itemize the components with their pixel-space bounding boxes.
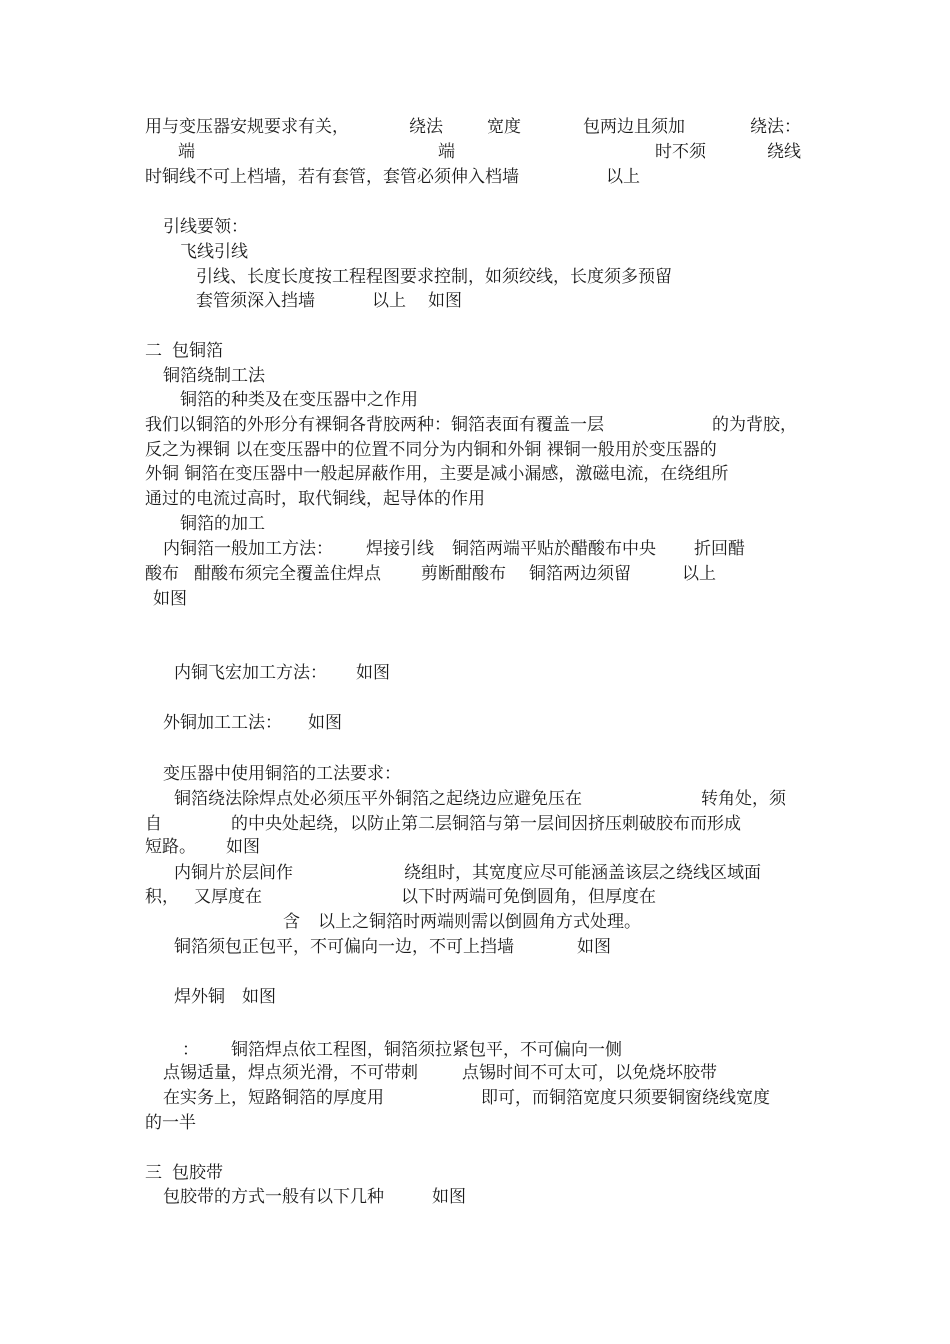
- text-line-24-seg-1: 短路。: [145, 837, 196, 857]
- text-line-15-seg-1: 铜箔的加工: [180, 514, 265, 534]
- text-line-1-seg-3: 宽度: [487, 117, 521, 137]
- text-line-1-seg-4: 包两边且须加: [583, 117, 685, 137]
- text-line-7-seg-1: 套管须深入挡墙: [196, 291, 315, 311]
- text-line-27-seg-1: 含: [283, 912, 300, 932]
- text-line-28-seg-2: 如图: [577, 937, 611, 957]
- text-line-17-seg-1: 酸布: [145, 564, 179, 584]
- text-line-20-seg-2: 如图: [308, 713, 342, 733]
- text-line-1-seg-1: 用与变压器安规要求有关，: [145, 117, 349, 137]
- text-line-5-seg-1: 飞线引线: [180, 242, 248, 262]
- text-line-21-seg-1: 变压器中使用铜箔的工法要求：: [163, 764, 401, 784]
- text-line-13-seg-1: 外铜 铜箔在变压器中一般起屏蔽作用，主要是减小漏感，激磁电流，在绕组所: [145, 464, 729, 484]
- text-line-30-seg-1: ：: [182, 1040, 199, 1060]
- text-line-14-seg-1: 通过的电流过高时，取代铜线，起导体的作用: [145, 489, 485, 509]
- text-line-32-seg-1: 在实务上，短路铜箔的厚度用: [163, 1088, 384, 1108]
- text-line-12-seg-1: 反之为裸铜 以在变压器中的位置不同分为内铜和外铜 裸铜一般用於变压器的: [145, 440, 717, 460]
- text-line-2-seg-4: 绕线: [767, 142, 801, 162]
- text-line-25-seg-1: 内铜片於层间作: [174, 863, 293, 883]
- text-line-2-seg-3: 时不须: [655, 142, 706, 162]
- text-line-16-seg-2: 焊接引线: [366, 539, 434, 559]
- text-line-20-seg-1: 外铜加工工法：: [163, 713, 282, 733]
- text-line-16-seg-1: 内铜箔一般加工方法：: [163, 539, 333, 559]
- text-line-1-seg-5: 绕法：: [750, 117, 801, 137]
- text-line-2-seg-2: 端: [438, 142, 455, 162]
- text-line-22-seg-2: 转角处，须: [701, 789, 786, 809]
- text-line-9-seg-1: 铜箔绕制工法: [163, 366, 265, 386]
- text-line-2-seg-1: 端: [178, 142, 195, 162]
- text-line-4-seg-1: 引线要领：: [163, 217, 248, 237]
- text-line-28-seg-1: 铜箔须包正包平，不可偏向一边，不可上挡墙: [174, 937, 514, 957]
- text-line-24-seg-2: 如图: [226, 837, 260, 857]
- text-line-35-seg-1: 包胶带的方式一般有以下几种: [163, 1187, 384, 1207]
- text-line-27-seg-2: 以上之铜箔时两端则需以倒圆角方式处理。: [318, 912, 641, 932]
- text-line-32-seg-2: 即可，而铜箔宽度只须要铜窗绕线宽度: [481, 1088, 770, 1108]
- text-line-26-seg-2: 又厚度在: [194, 887, 262, 907]
- text-line-26-seg-1: 积，: [145, 887, 179, 907]
- text-line-7-seg-2: 以上: [372, 291, 406, 311]
- text-line-10-seg-1: 铜箔的种类及在变压器中之作用: [180, 390, 418, 410]
- text-line-29-seg-1: 焊外铜: [174, 987, 225, 1007]
- text-line-7-seg-3: 如图: [428, 291, 462, 311]
- text-line-11-seg-1: 我们以铜箔的外形分有裸铜各背胶两种：铜箔表面有覆盖一层: [145, 415, 604, 435]
- text-line-22-seg-1: 铜箔绕法除焊点处必须压平外铜箔之起绕边应避免压在: [174, 789, 582, 809]
- text-line-16-seg-4: 折回醋: [694, 539, 745, 559]
- text-line-30-seg-2: 铜箔焊点依工程图，铜箔须拉紧包平，不可偏向一侧: [231, 1040, 622, 1060]
- text-line-3-seg-2: 以上: [606, 167, 640, 187]
- section-heading-three-number: 三: [145, 1163, 162, 1183]
- text-line-16-seg-3: 铜箔两端平贴於醋酸布中央: [452, 539, 656, 559]
- text-line-31-seg-1: 点锡适量，焊点须光滑，不可带刺: [163, 1063, 418, 1083]
- text-line-18-seg-1: 如图: [153, 589, 187, 609]
- text-line-11-seg-2: 的为背胶，: [712, 415, 797, 435]
- text-line-29-seg-2: 如图: [242, 987, 276, 1007]
- text-line-26-seg-3: 以下时两端可免倒圆角，但厚度在: [401, 887, 656, 907]
- text-line-25-seg-2: 绕组时，其宽度应尽可能涵盖该层之绕线区域面: [404, 863, 761, 883]
- text-line-3-seg-1: 时铜线不可上档墙，若有套管，套管必须伸入档墙: [145, 167, 519, 187]
- text-line-17-seg-5: 以上: [682, 564, 716, 584]
- text-line-17-seg-2: 酣酸布须完全覆盖住焊点: [194, 564, 381, 584]
- text-line-19-seg-2: 如图: [356, 663, 390, 683]
- text-line-23-seg-2: 的中央处起绕，以防止第二层铜箔与第一层间因挤压刺破胶布而形成: [231, 814, 741, 834]
- text-line-35-seg-2: 如图: [432, 1187, 466, 1207]
- text-line-31-seg-2: 点锡时间不可太可，以免烧坏胶带: [462, 1063, 717, 1083]
- text-line-17-seg-3: 剪断酣酸布: [421, 564, 506, 584]
- section-heading-three-title: 包胶带: [172, 1163, 223, 1183]
- text-line-23-seg-1: 自: [145, 814, 162, 834]
- text-line-33-seg-1: 的一半: [145, 1113, 196, 1133]
- section-heading-two-title: 包铜箔: [172, 341, 223, 361]
- text-line-17-seg-4: 铜箔两边须留: [529, 564, 631, 584]
- text-line-1-seg-2: 绕法: [409, 117, 443, 137]
- text-line-6-seg-1: 引线、长度长度按工程程图要求控制，如须绞线，长度须多预留: [196, 267, 672, 287]
- text-line-19-seg-1: 内铜飞宏加工方法：: [174, 663, 327, 683]
- section-heading-two-number: 二: [145, 341, 162, 361]
